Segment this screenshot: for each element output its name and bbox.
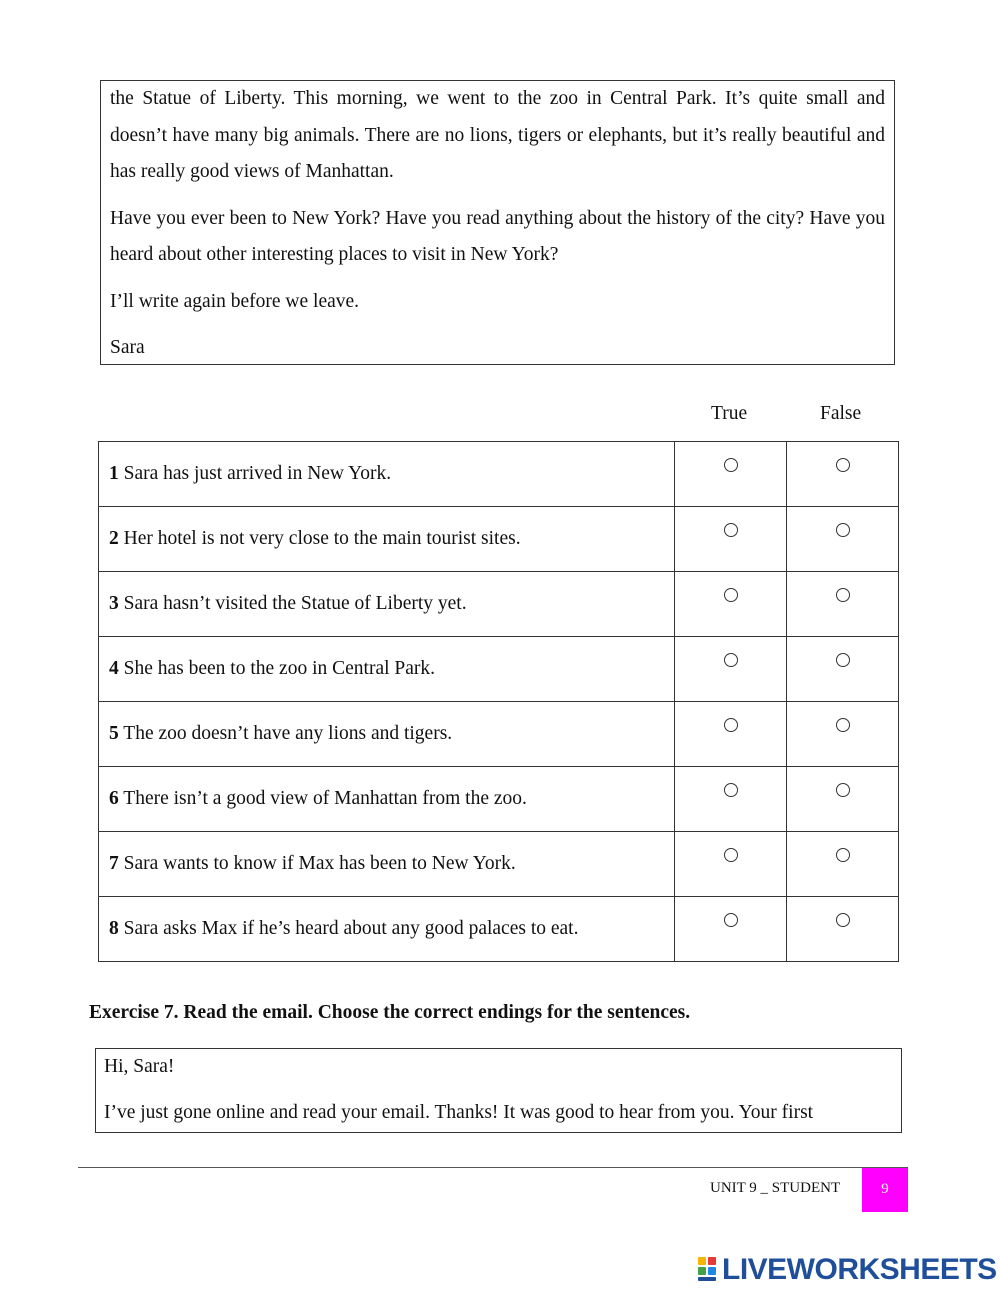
question-row	[99, 442, 899, 507]
option-cell-true	[675, 897, 787, 962]
liveworksheets-logo	[698, 1252, 997, 1288]
option-cell-true	[675, 637, 787, 702]
radio-false-2[interactable]	[836, 523, 850, 537]
question-row	[99, 702, 899, 767]
email-paragraph-3: I’ll write again before we leave.	[110, 290, 360, 312]
question-row	[99, 767, 899, 832]
question-number: 1	[109, 463, 119, 484]
question-number: 6	[109, 788, 119, 809]
radio-true-7[interactable]	[724, 848, 738, 862]
option-cell-true	[675, 507, 787, 572]
question-statement	[99, 442, 675, 507]
option-cell-false	[787, 832, 899, 897]
question-text: The zoo doesn’t have any lions and tigers.	[123, 723, 453, 744]
radio-false-4[interactable]	[836, 653, 850, 667]
radio-true-5[interactable]	[724, 718, 738, 732]
option-cell-true	[675, 832, 787, 897]
footer-divider	[78, 1167, 908, 1168]
option-cell-false	[787, 767, 899, 832]
question-statement	[99, 897, 675, 962]
question-statement	[99, 767, 675, 832]
question-statement	[99, 637, 675, 702]
question-row	[99, 832, 899, 897]
true-column-header: True	[711, 403, 748, 424]
question-row	[99, 637, 899, 702]
radio-false-7[interactable]	[836, 848, 850, 862]
question-number: 8	[109, 918, 119, 939]
question-number: 7	[109, 853, 119, 874]
option-cell-true	[675, 702, 787, 767]
true-false-table	[98, 441, 899, 962]
radio-false-5[interactable]	[836, 718, 850, 732]
false-column-header: False	[820, 403, 862, 424]
option-cell-false	[787, 702, 899, 767]
radio-true-3[interactable]	[724, 588, 738, 602]
email-signature: Sara	[110, 337, 145, 358]
question-statement	[99, 572, 675, 637]
question-statement	[99, 507, 675, 572]
exercise-7-title: Exercise 7. Read the email. Choose the correct endings for the sentences.	[89, 1002, 691, 1023]
page-number: 9	[862, 1168, 908, 1212]
question-row	[99, 507, 899, 572]
question-text: Sara wants to know if Max has been to New York.	[123, 853, 516, 874]
question-text: Sara hasn’t visited the Statue of Liberty yet.	[123, 593, 467, 614]
question-row	[99, 897, 899, 962]
email-paragraph-1: the Statue of Liberty. This morning, we went to the zoo in Central Park. It’s quite small and doesn’t have many big animals. There are no lions, tigers or elephants, but it’s really beautiful and has really good views of Manhattan.	[110, 88, 885, 182]
email-box	[100, 80, 895, 365]
option-cell-false	[787, 637, 899, 702]
radio-true-8[interactable]	[724, 913, 738, 927]
question-number: 5	[109, 723, 119, 744]
radio-false-1[interactable]	[836, 458, 850, 472]
radio-true-6[interactable]	[724, 783, 738, 797]
question-number: 4	[109, 658, 119, 679]
reply-email-box	[95, 1048, 902, 1133]
question-text: Sara has just arrived in New York.	[123, 463, 392, 484]
radio-true-2[interactable]	[724, 523, 738, 537]
question-text: Her hotel is not very close to the main tourist sites.	[123, 528, 521, 549]
reply-paragraph: I’ve just gone online and read your email. Thanks! It was good to hear from you. Your first	[104, 1102, 814, 1123]
question-text: She has been to the zoo in Central Park.	[123, 658, 436, 679]
option-cell-false	[787, 897, 899, 962]
question-text: Sara asks Max if he’s heard about any good palaces to eat.	[123, 918, 579, 939]
question-number: 3	[109, 593, 119, 614]
reply-greeting: Hi, Sara!	[104, 1056, 175, 1077]
question-row	[99, 572, 899, 637]
radio-true-1[interactable]	[724, 458, 738, 472]
question-statement	[99, 832, 675, 897]
radio-false-3[interactable]	[836, 588, 850, 602]
option-cell-false	[787, 507, 899, 572]
radio-false-6[interactable]	[836, 783, 850, 797]
footer-unit-label: UNIT 9 _ STUDENT	[710, 1180, 841, 1196]
radio-false-8[interactable]	[836, 913, 850, 927]
question-number: 2	[109, 528, 119, 549]
option-cell-true	[675, 572, 787, 637]
option-cell-true	[675, 767, 787, 832]
option-cell-false	[787, 572, 899, 637]
radio-true-4[interactable]	[724, 653, 738, 667]
question-text: There isn’t a good view of Manhattan from the zoo.	[123, 788, 527, 809]
option-cell-false	[787, 442, 899, 507]
liveworksheets-logo-text: LIVEWORKSHEETS	[722, 1253, 997, 1286]
option-cell-true	[675, 442, 787, 507]
liveworksheets-logo-icon	[698, 1257, 720, 1283]
email-paragraph-2: Have you ever been to New York? Have you read anything about the history of the city? Have you heard about other interesting places to visit in New York?	[110, 207, 885, 265]
question-statement	[99, 702, 675, 767]
